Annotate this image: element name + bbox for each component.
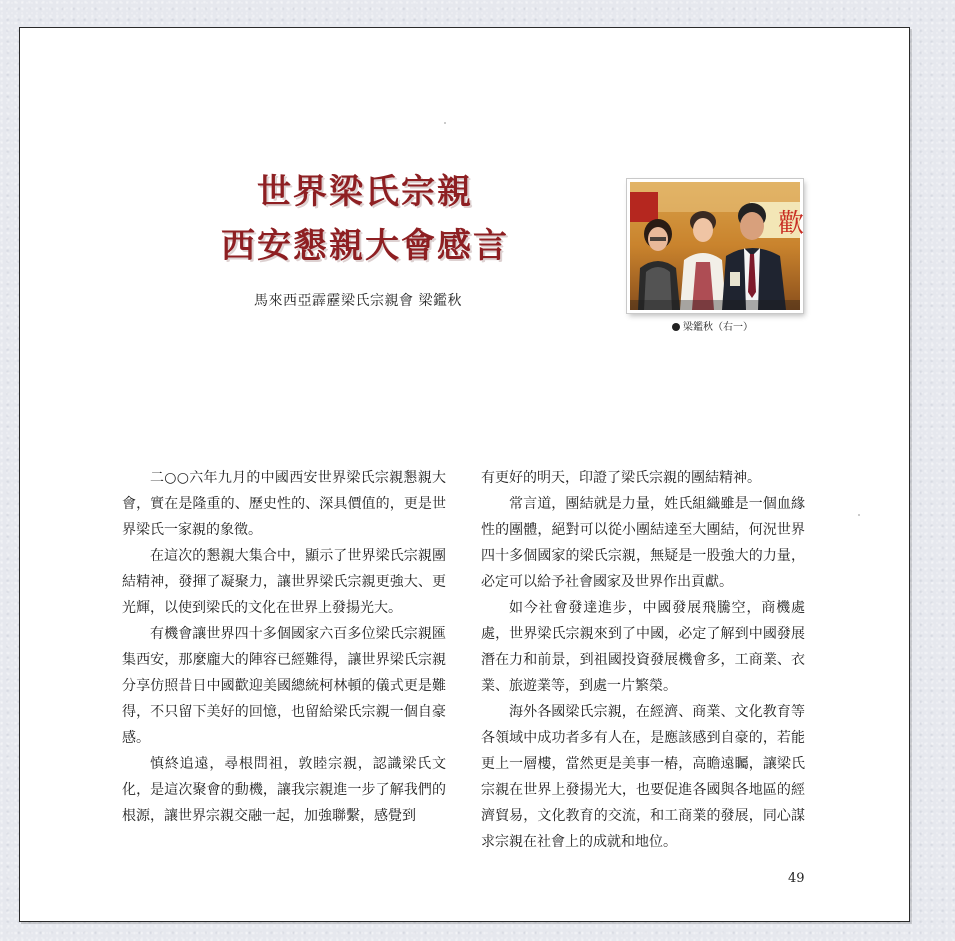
paragraph: 常言道，團結就是力量，姓氏組織雖是一個血緣性的團體，絕對可以從小團結達至大團結，何況世界四十多個國家的梁氏宗親，無疑是一股強大的力量，必定可以給予社會國家及世界作出貢獻。	[481, 496, 805, 590]
paper-speck	[444, 122, 446, 124]
paragraph: 有機會讓世界四十多個國家六百多位梁氏宗親匯集西安，那麼龐大的陣容已經難得，讓世界梁氏宗親分享仿照昔日中國歡迎美國總統柯林頓的儀式更是難得，不只留下美好的回憶，也留給梁氏宗親一個自豪感。	[122, 626, 446, 746]
paragraph: 在這次的懇親大集合中，顯示了世界梁氏宗親團結精神，發揮了凝聚力，讓世界梁氏宗親更強大、更光輝，以使到梁氏的文化在世界上發揚光大。	[122, 548, 446, 616]
photo-image	[630, 182, 805, 310]
paragraph: 如今社會發達進步，中國發展飛騰空，商機處處，世界梁氏宗親來到了中國，必定了解到中國發展潛在力和前景，到祖國投資發展機會多，工商業、衣業、旅遊業等，到處一片繁榮。	[481, 600, 805, 694]
photo-caption	[672, 318, 753, 333]
paragraph: 慎終追遠，尋根問祖，敦睦宗親，認識梁氏文化，是這次聚會的動機，讓我宗親進一步了解我們的根源，讓世界宗親交融一起，加強聯繫，感覺到	[122, 756, 446, 824]
article-photo	[627, 179, 803, 313]
paragraph-continued: 有更好的明天，印證了梁氏宗親的團結精神。	[481, 470, 761, 486]
paragraph: 二○○六年九月的中國西安世界梁氏宗親懇親大會，實在是隆重的、歷史性的、深具價值的，更是世界梁氏一家親的象徵。	[122, 470, 446, 538]
article-title-line2: 西安懇親大會感言	[221, 226, 509, 266]
bullet-icon	[672, 323, 680, 331]
article-column-right	[481, 465, 805, 855]
article-title-line1: 世界梁氏宗親	[257, 172, 473, 212]
page-number: 49	[788, 871, 805, 886]
paper-speck	[858, 514, 860, 516]
article-column-left	[122, 465, 446, 829]
paragraph: 海外各國梁氏宗親，在經濟、商業、文化教育等各領域中成功者多有人在，是應該感到自豪的，若能更上一層樓，當然更是美事一樁，高瞻遠矚，讓梁氏宗親在世界上發揚光大，也要促進各國與各地區的經濟貿易，文化教育的交流，和工商業的發展，同心謀求宗親在社會上的成就和地位。	[481, 704, 805, 850]
article-author: 馬來西亞霹靂梁氏宗親會 梁鑑秋	[254, 293, 462, 309]
magazine-page	[19, 27, 910, 922]
banner-glyph: 歡	[778, 209, 805, 239]
photo-caption-text: 梁鑑秋（右一）	[683, 322, 753, 333]
